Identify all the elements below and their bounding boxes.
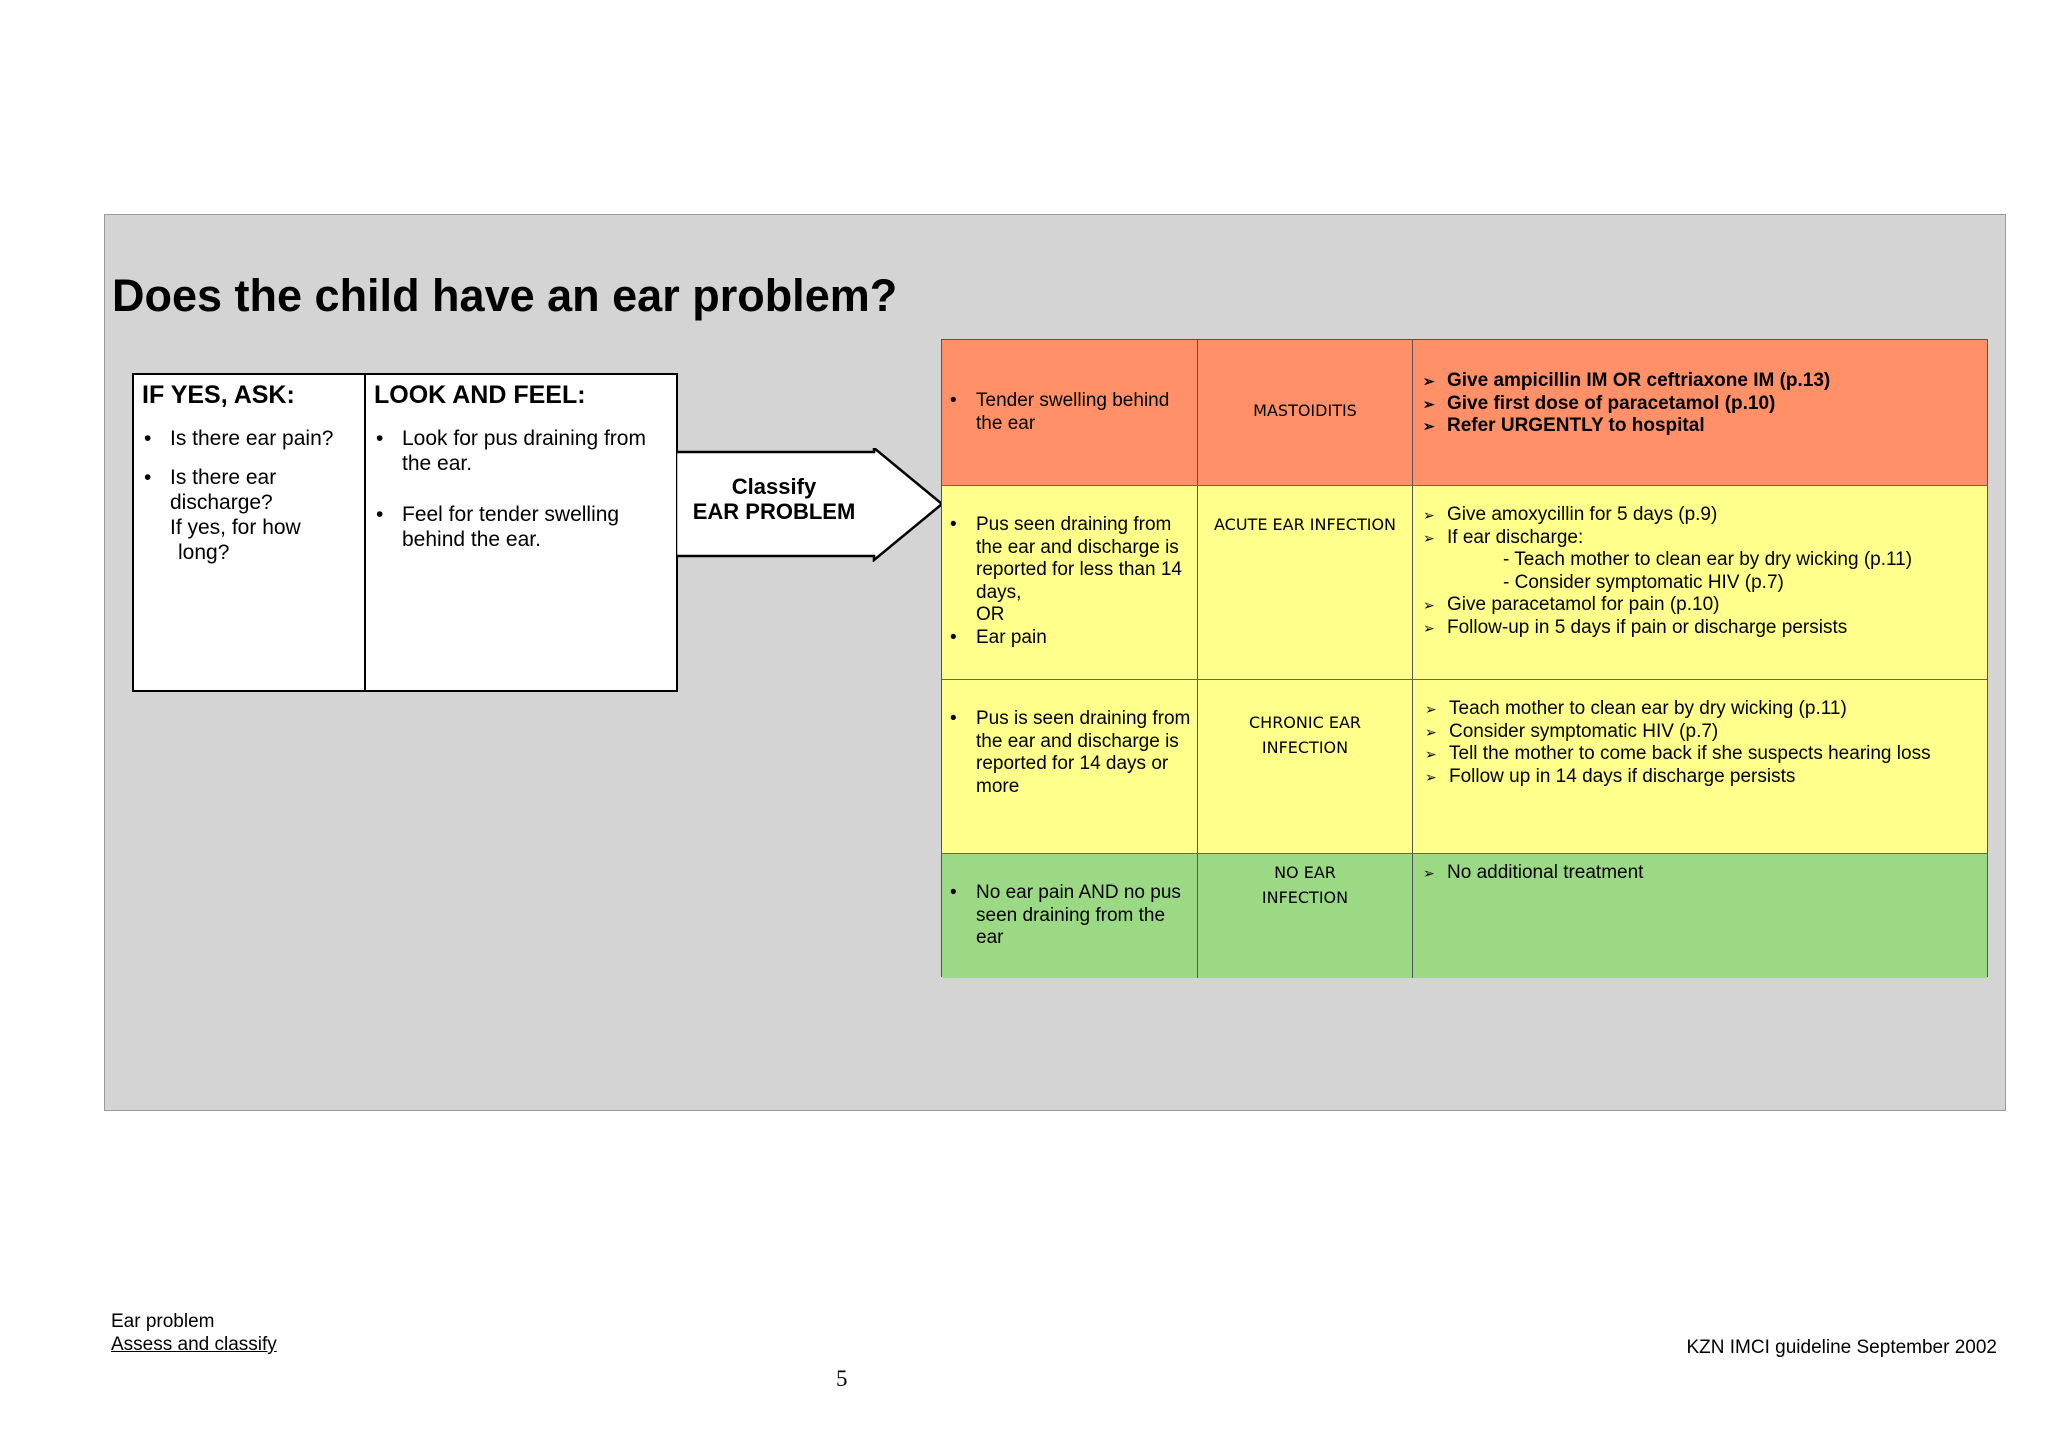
treatment-item: ➢ Give first dose of paracetamol (p.10) [1421, 393, 1977, 416]
sign-item: • Ear pain [950, 627, 1191, 650]
classification-table [941, 339, 1988, 977]
look-item-pus: • Look for pus draining from the ear. [374, 426, 668, 476]
treatment-cell [1413, 854, 1987, 978]
treatment-item: ➢ Give paracetamol for pain (p.10) [1421, 594, 1977, 617]
treatment-cell [1413, 340, 1987, 485]
row-chronic-ear-infection [942, 680, 1987, 854]
classification-label: NO EAR [1274, 863, 1336, 882]
classification-label: INFECTION [1261, 888, 1349, 907]
page-title: Does the child have an ear problem? [112, 270, 898, 321]
assessment-box [132, 373, 678, 692]
ask-question-ear-pain: • Is there ear pain? [142, 426, 356, 451]
treatment-item: ➢ Teach mother to clean ear by dry wicking (p.11) [1423, 698, 1977, 721]
ask-question-ear-discharge: • Is there ear discharge? If yes, for how long? [142, 465, 356, 565]
row-mastoiditis [942, 340, 1987, 486]
row-no-ear-infection [942, 854, 1987, 978]
footer-section: Ear problem [111, 1311, 215, 1332]
classification-label: INFECTION [1261, 738, 1349, 757]
look-item-swelling: • Feel for tender swelling behind the ear. [374, 502, 668, 552]
treatment-cell [1413, 680, 1987, 853]
treatment-cell [1413, 486, 1987, 679]
treatment-subitem: - Consider symptomatic HIV (p.7) [1503, 571, 1784, 593]
treatment-item: ➢ Give amoxycillin for 5 days (p.9) [1421, 504, 1977, 527]
classification-label: CHRONIC EAR [1248, 713, 1362, 732]
sign-item: • Tender swelling behind the ear [950, 390, 1191, 435]
signs-cell [942, 486, 1198, 679]
classify-label: Classify EAR PROBLEM [692, 474, 856, 524]
sign-or: OR [976, 604, 1005, 625]
ask-column [134, 375, 366, 690]
ask-list [142, 426, 356, 565]
classification-cell [1198, 340, 1413, 485]
treatment-item: ➢ Refer URGENTLY to hospital [1421, 415, 1977, 438]
treatment-item: ➢ If ear discharge: [1421, 527, 1977, 550]
row-acute-ear-infection [942, 486, 1987, 680]
treatment-item: ➢ Give ampicillin IM OR ceftriaxone IM (p.13) [1421, 370, 1977, 393]
footer-subsection: Assess and classify [111, 1334, 277, 1355]
look-column [366, 375, 676, 690]
look-list [374, 426, 668, 552]
classification-label: ACUTE EAR INFECTION [1214, 515, 1396, 534]
treatment-item: ➢ Consider symptomatic HIV (p.7) [1423, 721, 1977, 744]
signs-cell [942, 854, 1198, 978]
classification-label: MASTOIDITIS [1253, 401, 1357, 420]
classification-cell [1198, 854, 1413, 978]
treatment-item: ➢ Follow up in 14 days if discharge persists [1423, 766, 1977, 789]
ask-heading: IF YES, ASK: [142, 381, 295, 409]
sign-item: • Pus seen draining from the ear and discharge is reported for less than 14 days, [950, 514, 1191, 604]
signs-cell [942, 680, 1198, 853]
treatment-subitem: - Teach mother to clean ear by dry wicking (p.11) [1503, 549, 1913, 570]
classification-cell [1198, 680, 1413, 853]
treatment-item: ➢ Follow-up in 5 days if pain or discharge persists [1421, 617, 1977, 640]
classification-cell [1198, 486, 1413, 679]
look-heading: LOOK AND FEEL: [374, 381, 586, 409]
signs-cell [942, 340, 1198, 485]
sign-item: • No ear pain AND no pus seen draining from the ear [950, 882, 1191, 950]
treatment-item: ➢ No additional treatment [1421, 862, 1977, 885]
guideline-credit: KZN IMCI guideline September 2002 [1686, 1337, 1997, 1358]
sign-item: • Pus is seen draining from the ear and discharge is reported for 14 days or more [950, 708, 1191, 798]
page-number: 5 [836, 1366, 848, 1391]
treatment-item: ➢ Tell the mother to come back if she suspects hearing loss [1423, 743, 1977, 766]
